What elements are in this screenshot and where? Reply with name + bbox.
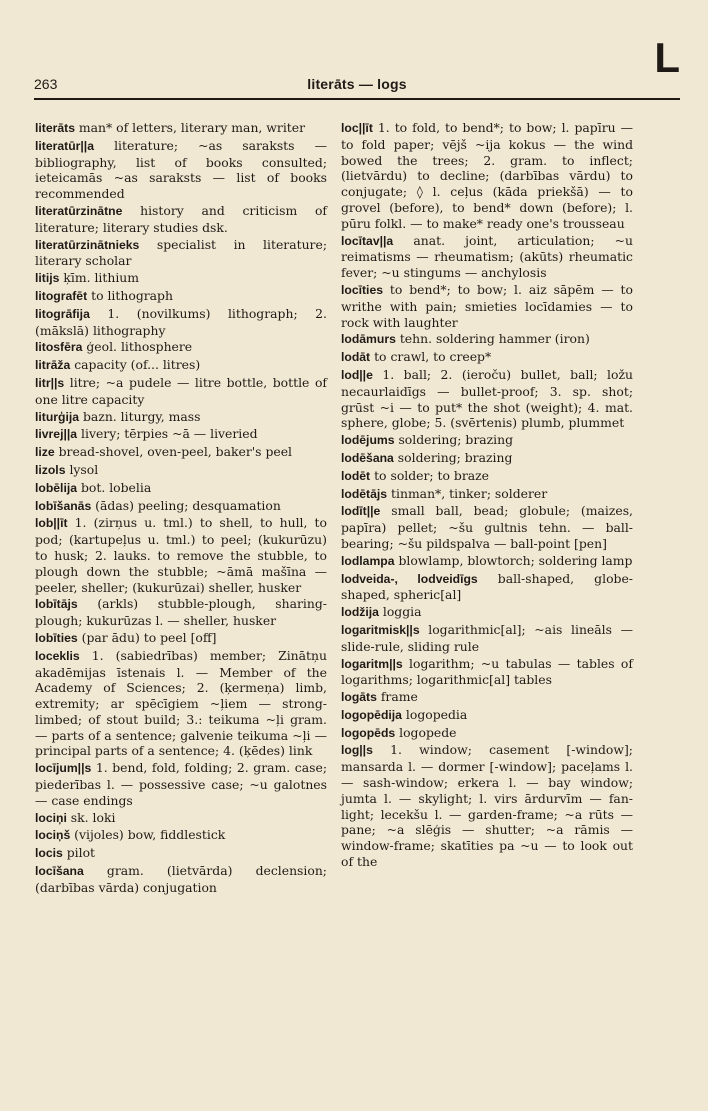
entry-headword: logaritm||s <box>341 656 403 671</box>
entry-headword: lob||īt <box>35 516 68 531</box>
entry-definition: 1. (zirņus u. tml.) to shell, to hull, to pod; (kartupeļus u. tml.) to peel; (kukurūzu) to husk; 2. lauks. to remove the stubble, to plough down the stubble; ~āmā mašīna — peeler, sheller; (kukurūzai) sheller, husker <box>35 515 327 595</box>
dictionary-entry <box>35 760 327 808</box>
entry-definition: 1. ball; 2. (ieroču) bullet, ball; ložu necaurlaidīgs — bullet-proof; 3. sp. shot; grūst ~i — to put* the shot (weight); 4. mat. sphere, globe; 5. (svērtenis) plumb, plummet <box>341 366 633 431</box>
dictionary-entry <box>341 622 633 655</box>
entry-headword: litijs <box>35 271 60 286</box>
entry-headword: lodēšana <box>341 450 394 465</box>
entry-definition: 1. (sabiedrības) member; Zinātņu akadēmijas īstenais l. — Member of the Academy of Sciences; 2. (ķermeņa) limb, extremity; ar spēcīgiem ~ļiem — strong-limbed; of stout build; 3.: teikuma ~ļi gram. — parts of a sentence; galvenie teikuma ~ļi — principal parts of a sentence; 4. (ķēdes) link <box>35 647 327 759</box>
entry-headword: litografēt <box>35 288 88 303</box>
entry-headword: logaritmisk||s <box>341 622 420 637</box>
dictionary-entry <box>341 656 633 689</box>
dictionary-entry <box>35 480 327 497</box>
dictionary-entry <box>35 409 327 426</box>
dictionary-entry <box>35 120 327 137</box>
entry-headword: locis <box>35 846 63 861</box>
entry-definition: ball-shaped, globe-shaped, spheric[al] <box>341 570 633 603</box>
entry-definition: specialist in literature; literary scholar <box>35 236 327 269</box>
dictionary-entry <box>35 462 327 479</box>
dictionary-entry <box>341 367 633 431</box>
entry-headword: lod||e <box>341 367 373 382</box>
entry-headword: logopēdija <box>341 707 402 722</box>
dictionary-entry <box>35 426 327 443</box>
entry-definition: to solder; to braze <box>374 467 490 483</box>
dictionary-entry <box>341 331 633 348</box>
entry-definition: (ādas) peeling; desquamation <box>95 497 281 513</box>
entry-definition: blowlamp, blowtorch; soldering lamp <box>398 552 633 568</box>
entry-definition: tinman*, tinker; solderer <box>391 485 548 501</box>
entry-headword: lodējums <box>341 433 395 448</box>
dictionary-entry <box>35 648 327 760</box>
entry-headword: lodlampa <box>341 553 395 568</box>
dictionary-entry <box>341 450 633 467</box>
entry-headword: lodveida-, lodveidīgs <box>341 571 478 586</box>
entry-headword: liturģija <box>35 409 80 424</box>
entry-headword: lodīt||e <box>341 504 381 519</box>
entry-headword: lize <box>35 445 55 460</box>
entry-definition: loggia <box>382 604 422 620</box>
entry-definition: literature; ~as saraksts — bibliography, list of books consulted; ieteicamās ~as saraksts — list of books recommended <box>35 137 327 202</box>
entry-definition: gram. (lietvārda) declension; (darbības vārda) conjugation <box>35 863 327 895</box>
entry-headword: litogrāfija <box>35 306 90 321</box>
dictionary-entry <box>341 233 633 281</box>
running-head: literāts — logs <box>307 76 407 92</box>
entry-headword: lodēt <box>341 468 371 483</box>
right-column <box>341 120 633 871</box>
entry-headword: lodžija <box>341 605 379 620</box>
entry-definition: to lithograph <box>91 287 173 303</box>
entry-definition: (vijoles) bow, fiddlestick <box>74 827 226 843</box>
entry-definition: 1. window; casement [-window]; mansarda l. — dormer [-window]; paceļams l. — sash-window; erkera l. — bay window; jumta l. — skylight; l. virs ārdurvīm — fan-light; lecekšu l. — garden-frame; ~a rūts — pane; ~a slēģis — shutter; ~a rāmis — window-frame; skatīties pa ~u — to look out of the <box>341 742 633 870</box>
entry-definition: man* of letters, literary man, writer <box>78 120 306 135</box>
entry-headword: lobīšanās <box>35 498 92 513</box>
entry-definition: 1. bend, fold, folding; 2. gram. case; piederības l. — possessive case; ~u galotnes — case endings <box>35 760 327 808</box>
dictionary-entry <box>341 432 633 449</box>
entry-definition: logarithm; ~u tabulas — tables of logarithms; logarithmic[al] tables <box>341 655 633 688</box>
dictionary-entry <box>35 306 327 339</box>
dictionary-entry <box>341 503 633 551</box>
entry-headword: lociņš <box>35 828 71 843</box>
entry-definition: history and criticism of literature; literary studies dsk. <box>35 202 327 235</box>
page-number: 263 <box>34 76 58 92</box>
entry-definition: lysol <box>69 461 99 477</box>
dictionary-entry <box>35 810 327 827</box>
dictionary-entry <box>35 630 327 647</box>
entry-definition: soldering; brazing <box>398 432 514 448</box>
entry-headword: lobīties <box>35 630 78 645</box>
dictionary-entry <box>341 349 633 366</box>
entry-headword: locītav||a <box>341 233 394 248</box>
dictionary-entry <box>35 375 327 408</box>
dictionary-entry <box>35 498 327 515</box>
entry-headword: logāts <box>341 690 377 705</box>
entry-headword: litr||s <box>35 375 65 390</box>
entry-definition: ģeol. lithosphere <box>86 339 193 355</box>
entry-headword: lodāmurs <box>341 332 396 347</box>
entry-definition: bread-shovel, oven-peel, baker's peel <box>58 444 293 460</box>
entry-definition: 1. to fold, to bend*; to bow; l. papīru — to fold paper; vējš ~ija kokus — the wind bowed the trees; 2. gram. to inflect; (lietvārdu) to decline; (darbības vārdu) to conjugate; ◊ l. ceļus (kāda priekšā) — to grovel (before), to bend* down (before); l. pūru folkl. — to make* ready one's trousseau <box>341 120 633 231</box>
entry-headword: lobītājs <box>35 597 78 612</box>
entry-definition: small ball, bead; globule; (maizes, papīra) pellet; ~šu gultnis tehn. — ball-bearing; ~šu pildspalva — ball-point [pen] <box>341 503 633 551</box>
entry-headword: literatūr||a <box>35 138 94 153</box>
entry-headword: literāts <box>35 121 75 135</box>
entry-headword: literatūrzinātne <box>35 203 123 218</box>
dictionary-entry <box>341 604 633 621</box>
left-column <box>35 120 327 897</box>
entry-headword: livrej||a <box>35 427 78 442</box>
dictionary-entry <box>341 120 633 232</box>
entry-headword: logopēds <box>341 725 396 740</box>
entry-headword: loceklis <box>35 648 80 663</box>
entry-definition: ķīm. lithium <box>63 270 140 286</box>
dictionary-entry <box>35 515 327 595</box>
dictionary-entry <box>35 827 327 844</box>
entry-headword: lizols <box>35 462 66 477</box>
entry-definition: to bend*; to bow; l. aiz sāpēm — to writhe with pain; smieties locīdamies — to rock with laughter <box>341 281 633 330</box>
entry-definition: litre; ~a pudele — litre bottle, bottle of one litre capacity <box>35 374 327 407</box>
dictionary-entry <box>35 339 327 356</box>
entry-definition: pilot <box>66 845 96 861</box>
dictionary-entry <box>341 571 633 604</box>
entry-definition: bazn. liturgy, mass <box>82 408 201 424</box>
entry-definition: bot. lobelia <box>80 479 152 495</box>
entry-headword: lociņi <box>35 810 67 825</box>
dictionary-entry <box>35 237 327 270</box>
entry-definition: tehn. soldering hammer (iron) <box>399 331 590 347</box>
section-letter: L <box>654 34 680 81</box>
entry-headword: locījum||s <box>35 761 92 776</box>
entry-definition: logopedia <box>405 706 468 722</box>
entry-definition: logopede <box>399 724 457 740</box>
header-rule <box>34 98 680 100</box>
entry-definition: (arkls) stubble-plough, sharing-plough; kukurūzas l. — sheller, husker <box>35 596 327 629</box>
dictionary-entry <box>35 203 327 236</box>
dictionary-entry <box>35 845 327 862</box>
entry-headword: locīšana <box>35 864 84 879</box>
entry-definition: livery; tērpies ~ā — liveried <box>81 426 258 442</box>
entry-definition: anat. joint, articulation; ~u reimatisms — rheumatism; (akūts) rheumatic fever; ~u stingums — anchylosis <box>341 232 633 281</box>
entry-definition: 1. (novilkums) lithograph; 2. (mākslā) lithography <box>35 305 327 338</box>
entry-headword: litosfēra <box>35 340 83 355</box>
dictionary-entry <box>35 444 327 461</box>
entry-headword: log||s <box>341 743 373 758</box>
dictionary-entry <box>35 863 327 896</box>
dictionary-entry <box>341 486 633 503</box>
entry-headword: loc||īt <box>341 121 373 135</box>
dictionary-entry <box>35 138 327 202</box>
entry-definition: logarithmic[al]; ~ais lineāls — slide-rule, sliding rule <box>341 621 633 654</box>
entry-definition: frame <box>380 689 418 705</box>
entry-definition: soldering; brazing <box>397 449 513 465</box>
entry-definition: sk. loki <box>70 809 116 825</box>
dictionary-entry <box>341 468 633 485</box>
dictionary-entry <box>35 288 327 305</box>
entry-headword: lodāt <box>341 350 371 365</box>
dictionary-entry <box>341 707 633 724</box>
entry-headword: litrāža <box>35 358 71 373</box>
bottom-margin <box>0 1010 708 1111</box>
page-header <box>34 34 680 98</box>
dictionary-entry <box>35 596 327 629</box>
entry-headword: locīties <box>341 282 383 297</box>
dictionary-entry <box>35 270 327 287</box>
dictionary-entry <box>341 742 633 869</box>
dictionary-entry <box>341 553 633 570</box>
entry-definition: (par ādu) to peel [off] <box>81 629 217 645</box>
dictionary-entry <box>35 357 327 374</box>
entry-headword: lobēlija <box>35 480 77 495</box>
entry-headword: lodētājs <box>341 486 388 501</box>
entry-definition: capacity (of... litres) <box>74 357 201 373</box>
dictionary-entry <box>341 689 633 706</box>
dictionary-entry <box>341 725 633 742</box>
entry-definition: to crawl, to creep* <box>374 349 492 365</box>
dictionary-entry <box>341 282 633 330</box>
entry-headword: literatūrzinātnieks <box>35 237 140 252</box>
